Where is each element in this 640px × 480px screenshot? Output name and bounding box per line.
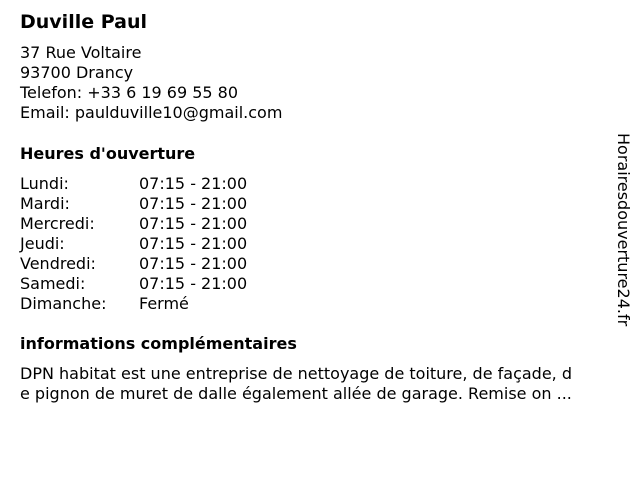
city-postal-code: 93700 Drancy <box>20 63 134 82</box>
description-line: DPN habitat est une entreprise de nettoyage de toiture, de façade, d <box>20 364 572 383</box>
phone-number: Telefon: +33 6 19 69 55 80 <box>20 83 239 102</box>
day-label: Lundi: <box>20 174 69 193</box>
day-label: Mercredi: <box>20 214 95 233</box>
site-watermark: Horairesdouverture24.fr <box>614 133 633 327</box>
email-address: Email: paulduville10@gmail.com <box>20 103 283 122</box>
day-label: Jeudi: <box>20 234 65 253</box>
time-range: Fermé <box>139 294 189 313</box>
day-label: Mardi: <box>20 194 70 213</box>
day-label: Samedi: <box>20 274 86 293</box>
time-range: 07:15 - 21:00 <box>139 194 248 213</box>
time-range: 07:15 - 21:00 <box>139 254 248 273</box>
contact-block <box>20 43 282 123</box>
time-range: 07:15 - 21:00 <box>139 214 248 233</box>
time-range: 07:15 - 21:00 <box>139 234 248 253</box>
business-name: Duville Paul <box>20 11 147 33</box>
description-line: e pignon de muret de dalle également allée de garage. Remise on ... <box>20 384 572 403</box>
day-label: Vendredi: <box>20 254 96 273</box>
additional-info-heading: informations complémentaires <box>20 334 297 353</box>
opening-hours-heading: Heures d'ouverture <box>20 144 196 163</box>
day-label: Dimanche: <box>20 294 107 313</box>
business-description <box>20 364 625 404</box>
time-range: 07:15 - 21:00 <box>139 274 248 293</box>
street-address: 37 Rue Voltaire <box>20 43 142 62</box>
time-range: 07:15 - 21:00 <box>139 174 248 193</box>
